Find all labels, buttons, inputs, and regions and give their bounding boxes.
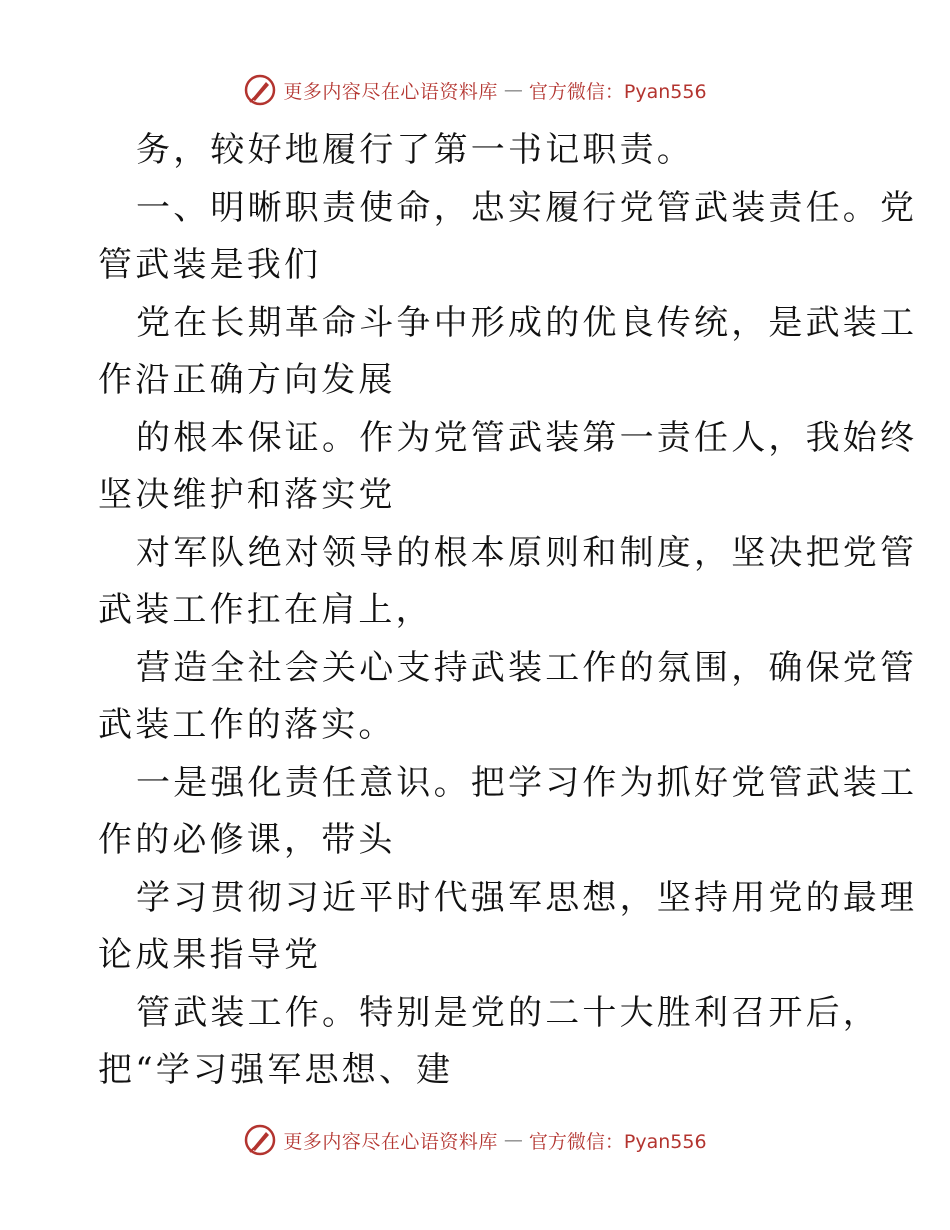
text-line: 对军队绝对领导的根本原则和制度，坚决把党管: [136, 532, 918, 573]
banner-separator: —: [503, 79, 523, 101]
text-line: 把“学习强军思想、建: [98, 1050, 454, 1090]
text-line: 的根本保证。作为党管武装第一责任人，我始终: [136, 417, 918, 458]
text-line: 一是强化责任意识。把学习作为抓好党管武装工: [136, 762, 918, 803]
text-line: 武装工作的落实。: [98, 705, 396, 745]
text-line: 作沿正确方向发展: [98, 360, 396, 400]
banner-site-name: 更多内容尽在心语资料库: [283, 1130, 498, 1153]
banner-separator: —: [503, 1129, 523, 1151]
quill-pen-logo-icon: [243, 1123, 277, 1157]
text-line: 论成果指导党: [98, 935, 322, 975]
text-line: 作的必修课，带头: [98, 820, 396, 860]
quill-pen-logo-icon: [243, 73, 277, 107]
banner-wechat-id: 官方微信：Pyan556: [528, 1130, 707, 1153]
text-line: 一、明晰职责使命，忠实履行党管武装责任。党: [136, 187, 918, 228]
text-line: 管武装工作。特别是党的二十大胜利召开后，: [136, 992, 880, 1033]
text-line: 学习贯彻习近平时代强军思想，坚持用党的最理: [136, 877, 918, 918]
footer-banner: [0, 1120, 950, 1160]
body-text: [98, 122, 918, 1100]
text-line: 党在长期革命斗争中形成的优良传统，是武装工: [136, 302, 918, 343]
text-line: 管武装是我们: [98, 245, 322, 285]
text-line: 武装工作扛在肩上，: [98, 590, 433, 630]
banner-site-name: 更多内容尽在心语资料库: [283, 80, 498, 103]
header-banner: [0, 70, 950, 110]
text-line: 营造全社会关心支持武装工作的氛围，确保党管: [136, 647, 918, 688]
text-line: 务，较好地履行了第一书记职责。: [136, 130, 694, 170]
banner-wechat-id: 官方微信：Pyan556: [528, 80, 707, 103]
text-line: 坚决维护和落实党: [98, 475, 396, 515]
